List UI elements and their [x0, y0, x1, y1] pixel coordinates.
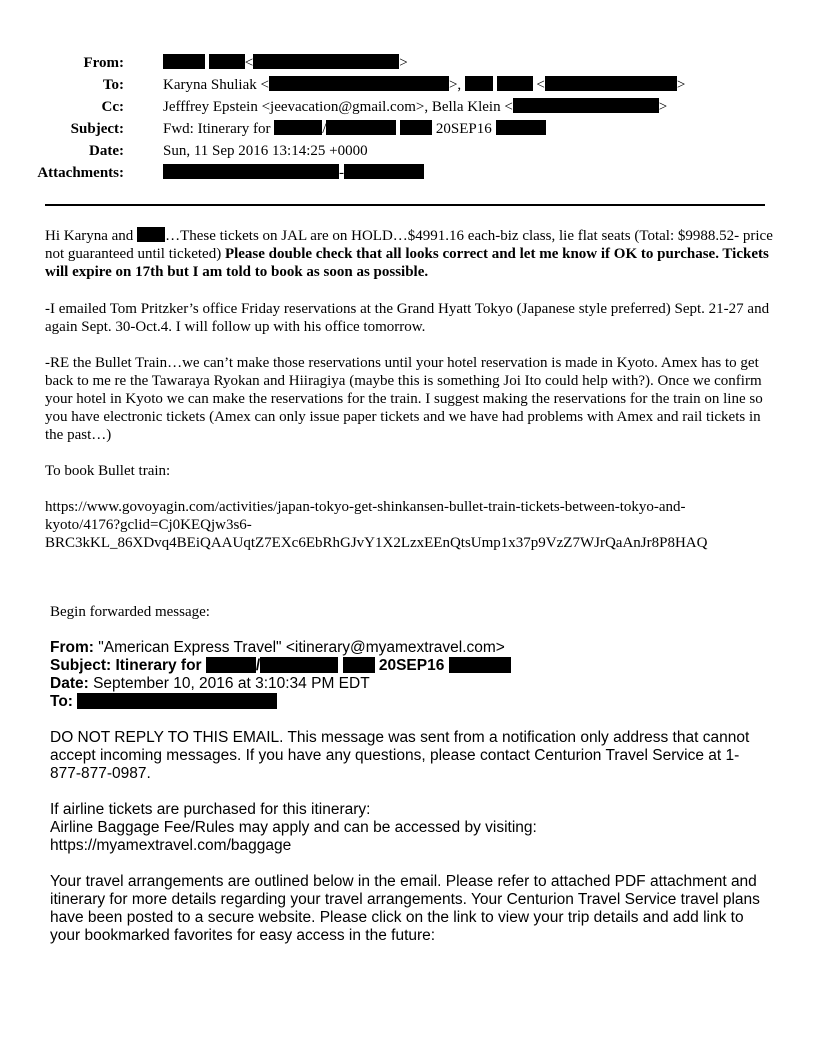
header-divider — [45, 204, 765, 206]
redaction — [253, 54, 399, 69]
from-label: From: — [83, 55, 124, 71]
greeting: Hi Karyna and — [45, 228, 134, 244]
redaction — [163, 54, 205, 69]
paragraph-1-text: …These tickets on JAL are on HOLD…$4991.16 each-biz class, lie flat seats (Total: $9988.52- price not guaranteed until ticketed) — [45, 228, 773, 262]
redaction — [545, 76, 677, 91]
to-value: Karyna Shuliak < >, < > — [163, 77, 686, 93]
fwd-subject-date: 20SEP16 — [378, 657, 445, 674]
redaction — [400, 120, 432, 135]
subject-date: 20SEP16 — [435, 121, 492, 137]
fwd-from-row — [50, 639, 770, 657]
fwd-paragraph-2 — [50, 801, 770, 855]
fwd-paragraph-3: Your travel arrangements are outlined below in the email. Please refer to attached PDF attachment and itinerary for more details regarding your travel arrangements. Your Centurion Travel Service travel plans have been posted to a secure website. Please click on the link to view your trip details and add link to your bookmarked favorites for easy access in the future: — [50, 873, 760, 944]
fwd-date-value: September 10, 2016 at 3:10:34 PM EDT — [93, 675, 370, 692]
redaction — [326, 120, 396, 135]
booking-link-line-1[interactable]: https://www.govoyagin.com/activities/japan-tokyo-get-shinkansen-bullet-train-tickets-between-tokyo-and- — [45, 499, 686, 515]
cc-text: Jefffrey Epstein <jeevacation@gmail.com>, Bella Klein < — [163, 99, 513, 115]
fwd-from-label: From: — [50, 639, 94, 656]
fwd-from-value: "American Express Travel" <itinerary@myamextravel.com> — [98, 639, 505, 656]
redaction — [163, 164, 339, 179]
redaction — [269, 76, 449, 91]
attachments-value: - — [163, 163, 424, 183]
attachments-label: Attachments: — [37, 165, 124, 181]
to-label: To: — [102, 77, 124, 93]
fwd-paragraph-2-line-2: Airline Baggage Fee/Rules may apply and can be accessed by visiting: — [50, 819, 537, 836]
booking-link-line-2[interactable]: kyoto/4176?gclid=Cj0KEQjw3s6- — [45, 517, 252, 533]
redaction — [206, 657, 256, 673]
redaction — [209, 54, 245, 69]
redaction — [449, 657, 511, 673]
fwd-date-label: Date: — [50, 675, 89, 692]
baggage-link[interactable]: https://myamextravel.com/baggage — [50, 837, 292, 854]
fwd-to-label: To: — [50, 693, 73, 710]
booking-link[interactable] — [45, 498, 805, 552]
fwd-to-row — [50, 693, 770, 711]
redaction — [513, 98, 659, 113]
date-value: Sun, 11 Sep 2016 13:14:25 +0000 — [163, 143, 368, 159]
fwd-paragraph-2-line-1: If airline tickets are purchased for this itinerary: — [50, 801, 371, 818]
subject-value: Fwd: Itinerary for / 20SEP16 — [163, 119, 546, 139]
redaction — [343, 657, 375, 673]
from-value: < > — [163, 53, 408, 73]
redaction — [344, 164, 424, 179]
redaction — [260, 657, 338, 673]
fwd-subject-row: Subject: Itinerary for / 20SEP16 — [50, 657, 770, 675]
body-paragraph-3: -RE the Bullet Train…we can’t make those reservations until your hotel reservation is made in Kyoto. Amex has to get back to me re the Tawaraya Ryokan and Hiiragiya (maybe this is something Joi Ito could help with?). Once we confirm your hotel in Kyoto we can make the reservations for the train. I suggest making the reservations for the train on line so you have electronic tickets (Amex can only issue paper tickets and we have had problems with Amex and rail tickets in the past…) — [45, 355, 763, 443]
date-label: Date: — [89, 143, 124, 159]
redaction — [497, 76, 533, 91]
redaction — [274, 120, 322, 135]
cc-value: Jefffrey Epstein <jeevacation@gmail.com>, Bella Klein < > — [163, 99, 668, 115]
redaction — [137, 227, 165, 242]
subject-text: Fwd: Itinerary for — [163, 121, 271, 137]
to-name: Karyna Shuliak < — [163, 77, 269, 93]
forwarded-intro: Begin forwarded message: — [50, 604, 210, 620]
paragraph-1-bold: Please double check that all looks correct and let me know if OK to purchase. Tickets will expire on 17th but I am told to book as soon as possible. — [45, 246, 769, 280]
redaction — [77, 693, 277, 709]
body-paragraph-4: To book Bullet train: — [45, 463, 171, 479]
redaction — [465, 76, 493, 91]
body-paragraph-2: -I emailed Tom Pritzker’s office Friday reservations at the Grand Hyatt Tokyo (Japanese style preferred) Sept. 21-27 and again Sept. 30-Oct.4. I will follow up with his office tomorrow. — [45, 301, 770, 335]
subject-label: Subject: — [70, 121, 124, 137]
fwd-date-row — [50, 675, 770, 693]
fwd-paragraph-1: DO NOT REPLY TO THIS EMAIL. This message was sent from a notification only address that cannot accept incoming messages. If you have any questions, please contact Centurion Travel Service at 1-877-877-0987. — [50, 729, 750, 782]
booking-link-line-3[interactable]: BRC3kKL_86XDvq4BEiQAAUqtZ7EXc6EbRhGJvY1X2LzxEEnQtsUmp1x37p9VzZ7WJrQaAnJr8P8HAQ — [45, 535, 708, 551]
cc-label: Cc: — [101, 99, 124, 115]
redaction — [496, 120, 546, 135]
body-paragraph-1 — [45, 227, 775, 281]
fwd-subject-label: Subject: Itinerary for — [50, 657, 202, 674]
